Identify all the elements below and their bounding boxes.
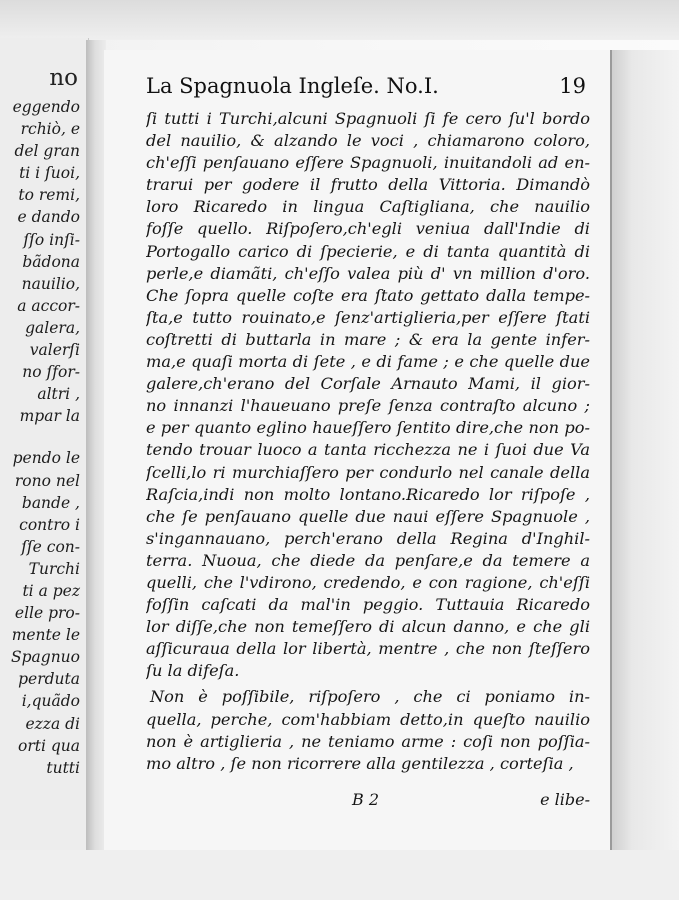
text-line: ſi tutti i Turchi,alcuni Spagnuoli ſi fe cero ſu'l bordo — [146, 109, 590, 128]
left-page-line: eggendo — [12, 98, 80, 116]
left-page-header-fragment: no — [49, 66, 78, 91]
text-line: Non è poſſibile, riſpoſero , che ci poniamo in- — [150, 687, 590, 707]
left-page-line: pendo le — [12, 449, 80, 468]
scanner-right-edge — [612, 50, 679, 850]
page-number: 19 — [559, 74, 586, 98]
text-line: lor diſſe,che non temeſſero di alcun danno, e che gli — [146, 617, 590, 637]
text-line: foſſe quello. Riſpoſero,ch'egli veniua dall'Indie di — [146, 219, 590, 239]
body-text — [146, 108, 590, 775]
text-line: trarui per godere il frutto della Vittoria. Dimandò — [146, 175, 590, 195]
text-line: coſtretti di buttarla in mare ; & era la gente infer- — [146, 329, 590, 349]
text-line: ſu la difeſa. — [146, 661, 240, 681]
running-head-title: La Spagnuola Ingleſe. No.I. — [146, 74, 439, 98]
left-page-line: e dando — [17, 208, 80, 227]
text-line: Che ſopra quelle coſte era ſtato gettato dalla tempe- — [146, 285, 590, 305]
left-page-line: contro i — [19, 515, 80, 534]
scanner-top-edge — [0, 0, 679, 40]
text-line: terra. Nuoua, che diede da penſare,e da temere a — [146, 550, 590, 570]
left-page-line: ſſe con- — [21, 537, 80, 556]
text-line: ſta,e tutto rouinato,e ſenz'artiglieria,per eſſere ſtati — [146, 307, 590, 327]
text-line: foſſin caſcati da mal'in peggio. Tuttauia Ricaredo — [146, 595, 590, 615]
left-page-line: bãdona — [22, 252, 80, 271]
text-line: Portogallo carico di ſpecierie, e di tanta quantità di — [146, 241, 590, 261]
text-line: Raſcia,indi non molto lontano.Ricaredo lor riſpoſe , — [146, 484, 590, 504]
text-line: perle,e diamãti, ch'eſſo valea più d' vn million d'oro. — [146, 263, 590, 283]
text-line: non è artiglieria , ne teniamo arme : coſi non poſſia- — [146, 731, 590, 751]
left-page-line: mpar la — [19, 407, 80, 426]
left-page-line: elle pro- — [14, 604, 80, 623]
text-line: ſcelli,lo ri murchiaſſero per condurlo nel canale della — [146, 462, 590, 482]
text-line: ch'eſſi penſauano eſſere Spagnuoli, inuitandoli ad en- — [146, 153, 590, 173]
left-page-line: no ſfor- — [22, 363, 80, 382]
left-page-line: nauilio, — [21, 274, 80, 293]
left-page-line: ezza di — [25, 714, 80, 733]
left-page-line: bande , — [21, 493, 80, 512]
text-line: quella, perche, com'habbiam detto,in queſto nauilio — [146, 709, 590, 729]
text-line: tendo trouar luoco a tanta ricchezza ne i ſuoi due Va — [146, 440, 590, 460]
left-page-line: ti i ſuoi, — [19, 164, 80, 183]
left-page-line: galera, — [25, 318, 80, 337]
left-page-line: to remi, — [18, 186, 80, 205]
scanner-bottom-edge — [0, 850, 679, 900]
text-line: che ſe penſauano quelle due naui eſſere Spagnuole , — [146, 506, 590, 526]
left-page-line: orti qua — [18, 736, 80, 755]
catchword: e libe- — [540, 790, 590, 809]
left-page-line: Spagnuo — [10, 648, 80, 667]
left-page-line: perduta — [18, 670, 80, 689]
text-line: galere,ch'erano del Corſale Arnauto Mami, il gior- — [146, 374, 590, 394]
left-page-line: del gran — [14, 142, 80, 161]
left-page-line: valerſi — [29, 341, 80, 360]
text-line: e per quanto eglino haueſſero ſentito dire,che non po- — [146, 418, 590, 438]
left-page-line: altri , — [37, 385, 80, 404]
left-page-line: i,quãdo — [21, 692, 80, 711]
text-line: del nauilio, & alzando le voci , chiamarono coloro, — [146, 131, 590, 151]
running-head — [146, 74, 586, 104]
signature-mark: B 2 — [352, 790, 380, 809]
left-page-line: rono nel — [14, 471, 80, 490]
text-line: loro Ricaredo in lingua Caſtigliana, che nauilio — [146, 197, 590, 217]
text-line: no innanzi l'haueuano preſe ſenza contraſto alcuno ; — [146, 396, 590, 416]
text-line: s'ingannauano, perch'erano della Regina d'Inghil- — [146, 528, 590, 548]
book-gutter — [86, 40, 106, 850]
left-page-line: ti a pez — [22, 581, 80, 600]
left-page-line: tutti — [46, 758, 80, 777]
text-line: mo altro , ſe non ricorrere alla gentilezza , corteſia , — [146, 753, 574, 773]
left-page-line: rchiò, e — [20, 120, 80, 139]
left-page-line: ſſo inſi- — [23, 230, 80, 249]
text-line: quelli, che l'vdirono, credendo, e con ragione, ch'eſſi — [146, 572, 590, 592]
page-footer — [146, 790, 590, 812]
left-page-line: Turchi — [28, 559, 80, 578]
left-page-line: mente le — [11, 626, 80, 645]
left-page-text — [0, 66, 86, 826]
text-line: ma,e quaſi morta di ſete , e di fame ; e che quelle due — [146, 352, 590, 372]
left-page-line-gap — [0, 427, 86, 447]
left-page-line: a accor- — [17, 296, 80, 315]
text-line: aſſicuraua della lor libertà, mentre , che non ſteſſero — [146, 639, 590, 659]
